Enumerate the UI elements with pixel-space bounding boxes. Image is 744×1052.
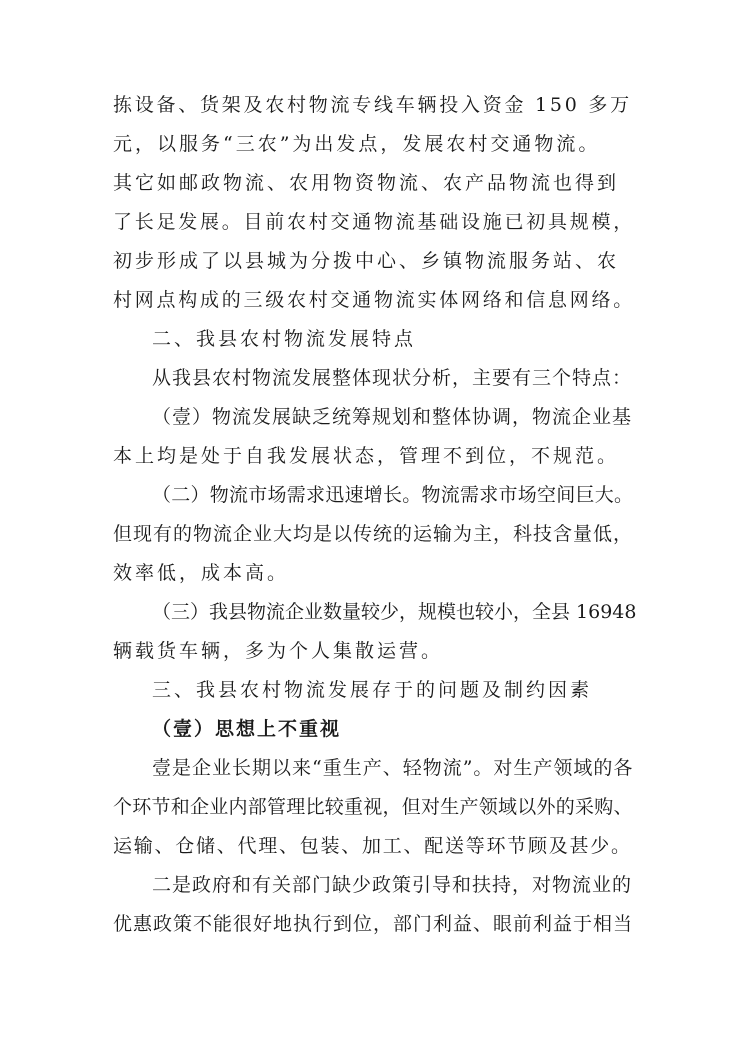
list-item-2: （二）物流市场需求迅速增长。物流需求市场空间巨大。 xyxy=(152,484,634,506)
paragraph-line: 效率低，成本高。 xyxy=(113,562,290,584)
paragraph-line: 村网点构成的三级农村交通物流实体网络和信息网络。 xyxy=(113,289,636,311)
paragraph-line: 个环节和企业内部管理比较重视，但对生产领域以外的采购、 xyxy=(113,796,633,818)
section-heading-2: 二、我县农村物流发展特点 xyxy=(152,328,417,350)
paragraph-line: 二是政府和有关部门缺少政策引导和扶持，对物流业的 xyxy=(152,874,633,896)
paragraph-line: 运输、仓储、代理、包装、加工、配送等环节顾及甚少。 xyxy=(113,835,632,857)
list-item-3: （三）我县物流企业数量较少，规模也较小，全县 16948 xyxy=(152,601,637,623)
list-item-1: （壹）物流发展缺乏统筹规划和整体协调，物流企业基 xyxy=(152,406,633,428)
paragraph-line: 其它如邮政物流、农用物资物流、农产品物流也得到 xyxy=(113,172,620,194)
paragraph-line: 了长足发展。目前农村交通物流基础设施已初具规模， xyxy=(113,211,636,233)
paragraph-line: 初步形成了以县城为分拨中心、乡镇物流服务站、农 xyxy=(113,250,620,272)
subsection-heading: （壹）思想上不重视 xyxy=(152,718,342,740)
paragraph-line: 元，以服务“三农”为出发点，发展农村交通物流。 xyxy=(113,133,601,155)
paragraph-line: 辆载货车辆，多为个人集散运营。 xyxy=(113,640,444,662)
paragraph-line: 壹是企业长期以来“重生产、轻物流”。对生产领域的各 xyxy=(152,757,634,779)
paragraph-line: 拣设备、货架及农村物流专线车辆投入资金 150 多万 xyxy=(113,94,632,116)
paragraph-line: 从我县农村物流发展整体现状分析，主要有三个特点： xyxy=(152,367,633,389)
paragraph-line: 优惠政策不能很好地执行到位，部门利益、眼前利益于相当 xyxy=(113,913,634,935)
paragraph-line: 本上均是处于自我发展状态，管理不到位，不规范。 xyxy=(113,445,620,467)
paragraph-line: 但现有的物流企业大均是以传统的运输为主，科技含量低， xyxy=(113,523,634,545)
section-heading-3: 三、我县农村物流发展存于的问题及制约因素 xyxy=(152,679,593,701)
